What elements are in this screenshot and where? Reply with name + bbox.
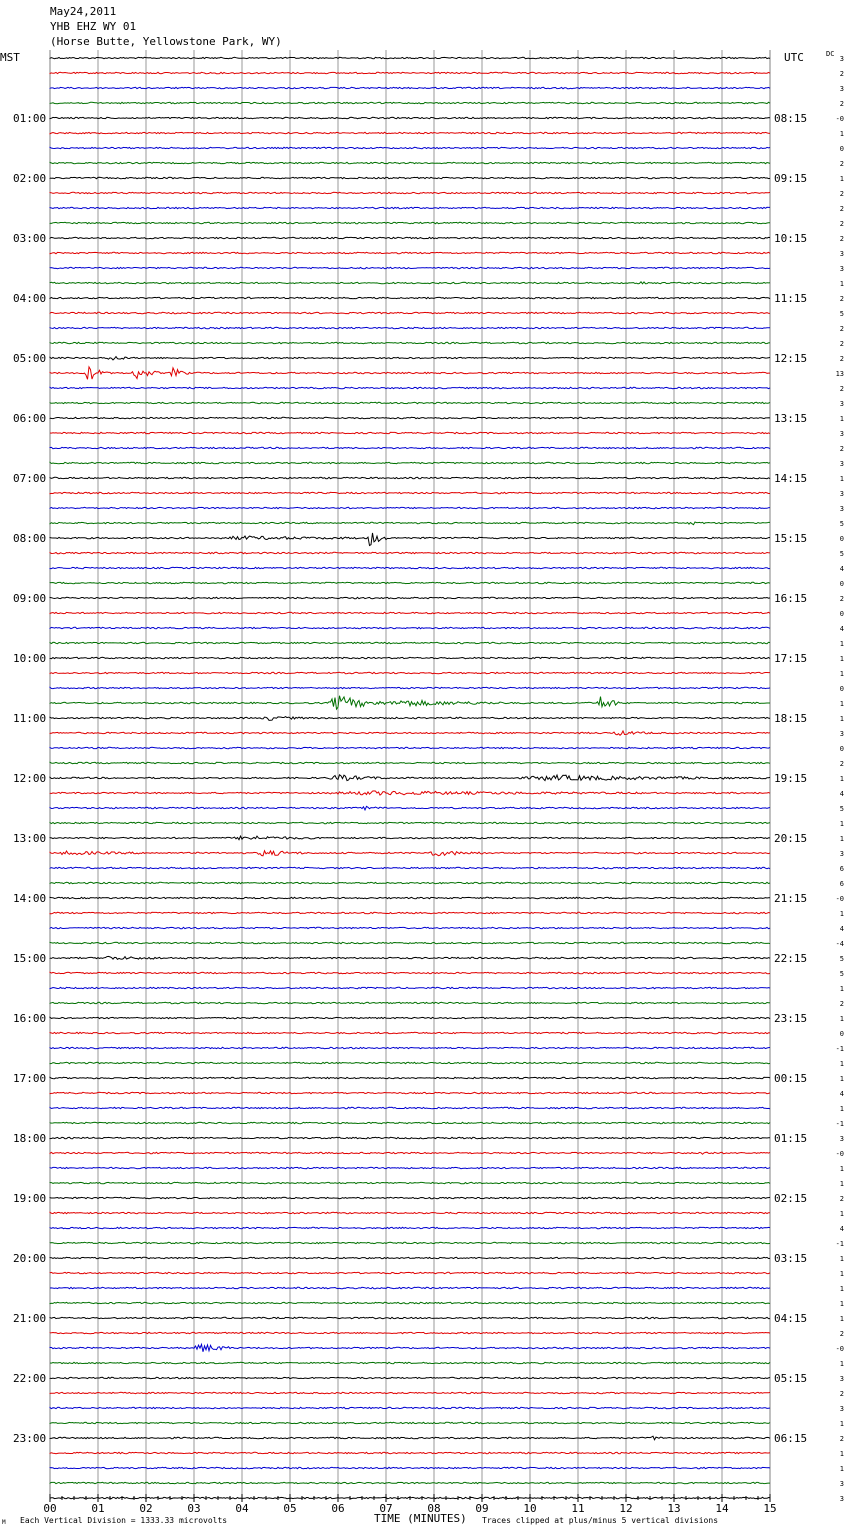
- dc-offset-label: 3: [839, 85, 844, 93]
- trace-line: [50, 612, 770, 613]
- trace-line: [50, 432, 770, 433]
- dc-offset-label: 1: [839, 1420, 844, 1428]
- trace-line: [50, 1077, 770, 1078]
- trace-line: [50, 1422, 770, 1423]
- dc-offset-label: 1: [839, 835, 844, 843]
- trace-line: [50, 1452, 770, 1453]
- right-hour-label: 10:15: [774, 232, 808, 245]
- trace-line: [50, 731, 770, 735]
- dc-offset-label: 3: [839, 400, 844, 408]
- x-tick-label: 10: [523, 1502, 537, 1515]
- right-hour-label: 02:15: [774, 1192, 808, 1205]
- dc-offset-label: 1: [839, 1285, 844, 1293]
- dc-offset-label: 3: [839, 490, 844, 498]
- left-hour-label: 18:00: [13, 1132, 47, 1145]
- dc-offset-label: 1: [839, 1465, 844, 1473]
- trace-line: [50, 462, 770, 463]
- trace-line: [50, 1407, 770, 1408]
- trace-line: [50, 162, 770, 163]
- trace-line: [50, 147, 770, 148]
- left-hour-label: 14:00: [13, 892, 47, 905]
- left-hour-label: 07:00: [13, 472, 47, 485]
- trace-line: [50, 267, 770, 268]
- trace-line: [50, 1137, 770, 1138]
- trace-line: [50, 1017, 770, 1018]
- dc-offset-label: 2: [839, 160, 844, 168]
- dc-offset-label: -1: [835, 1240, 844, 1248]
- dc-offset-label: 1: [839, 1315, 844, 1323]
- dc-offset-label: -1: [835, 1120, 844, 1128]
- trace-line: [50, 417, 770, 418]
- dc-offset-label: 0: [839, 685, 844, 693]
- corner-mark: M: [2, 1519, 6, 1526]
- trace-line: [50, 775, 770, 781]
- trace-line: [50, 627, 770, 628]
- trace-line: [50, 657, 770, 658]
- trace-line: [50, 492, 770, 493]
- dc-offset-label: -4: [835, 940, 844, 948]
- trace-line: [50, 696, 770, 709]
- dc-offset-label: 1: [839, 1360, 844, 1368]
- x-tick-label: 14: [715, 1502, 729, 1515]
- trace-line: [50, 1062, 770, 1063]
- trace-line: [50, 1377, 770, 1378]
- dc-offset-label: 2: [839, 70, 844, 78]
- trace-line: [50, 1032, 770, 1033]
- dc-offset-label: 1: [839, 1210, 844, 1218]
- left-hour-label: 16:00: [13, 1012, 47, 1025]
- left-hour-label: 15:00: [13, 952, 47, 965]
- trace-line: [50, 956, 770, 959]
- trace-line: [50, 342, 770, 343]
- trace-line: [50, 791, 770, 795]
- dc-offset-label: 2: [839, 325, 844, 333]
- trace-line: [50, 507, 770, 508]
- left-hour-label: 13:00: [13, 832, 47, 845]
- left-hour-label: 09:00: [13, 592, 47, 605]
- trace-line: [50, 1392, 770, 1393]
- dc-offset-label: 2: [839, 760, 844, 768]
- left-timezone-label: MST: [0, 51, 20, 64]
- dc-offset-label: 3: [839, 730, 844, 738]
- trace-line: [50, 207, 770, 208]
- trace-line: [50, 942, 770, 943]
- left-hour-label: 01:00: [13, 112, 47, 125]
- trace-line: [50, 1242, 770, 1243]
- right-hour-label: 13:15: [774, 412, 808, 425]
- dc-offset-label: 1: [839, 1180, 844, 1188]
- dc-offset-label: 2: [839, 295, 844, 303]
- dc-offset-label: 3: [839, 1375, 844, 1383]
- trace-line: [50, 192, 770, 193]
- dc-offset-label: 1: [839, 130, 844, 138]
- trace-line: [50, 1344, 770, 1351]
- dc-offset-label: 1: [839, 1300, 844, 1308]
- trace-line: [50, 1227, 770, 1228]
- right-hour-label: 01:15: [774, 1132, 808, 1145]
- dc-offset-label: 2: [839, 100, 844, 108]
- left-hour-label: 02:00: [13, 172, 47, 185]
- scale-note: Each Vertical Division = 1333.33 microvolts: [20, 1516, 228, 1525]
- trace-line: [50, 1152, 770, 1154]
- trace-line: [50, 1257, 770, 1258]
- trace-line: [50, 851, 770, 856]
- trace-line: [50, 102, 770, 103]
- x-tick-label: 12: [619, 1502, 633, 1515]
- trace-line: [50, 72, 770, 73]
- trace-line: [50, 177, 770, 178]
- dc-offset-label: 4: [839, 565, 844, 573]
- dc-offset-label: 2: [839, 1390, 844, 1398]
- right-hour-label: 14:15: [774, 472, 808, 485]
- trace-line: [50, 1047, 770, 1048]
- right-hour-label: 20:15: [774, 832, 808, 845]
- left-hour-label: 20:00: [13, 1252, 47, 1265]
- dc-offset-label: 5: [839, 520, 844, 528]
- trace-line: [50, 1197, 770, 1198]
- trace-line: [50, 642, 770, 643]
- dc-offset-label: 5: [839, 550, 844, 558]
- trace-line: [50, 402, 770, 403]
- dc-offset-label: 0: [839, 745, 844, 753]
- right-hour-label: 12:15: [774, 352, 808, 365]
- right-hour-label: 18:15: [774, 712, 808, 725]
- trace-line: [50, 327, 770, 328]
- dc-offset-label: 0: [839, 1030, 844, 1038]
- dc-offset-label: 1: [839, 820, 844, 828]
- dc-offset-label: 6: [839, 865, 844, 873]
- x-tick-label: 05: [283, 1502, 297, 1515]
- trace-line: [50, 387, 770, 388]
- dc-offset-label: 3: [839, 505, 844, 513]
- trace-line: [50, 237, 770, 238]
- right-hour-label: 09:15: [774, 172, 808, 185]
- right-hour-label: 19:15: [774, 772, 808, 785]
- x-tick-label: 01: [91, 1502, 105, 1515]
- trace-line: [50, 972, 770, 973]
- right-hour-label: 17:15: [774, 652, 808, 665]
- trace-line: [50, 1302, 770, 1303]
- right-timezone-label: UTC: [784, 51, 804, 64]
- dc-offset-label: 4: [839, 625, 844, 633]
- dc-offset-label: 1: [839, 1270, 844, 1278]
- trace-line: [50, 1212, 770, 1213]
- right-hour-label: 08:15: [774, 112, 808, 125]
- dc-offset-label: 2: [839, 205, 844, 213]
- right-hour-label: 05:15: [774, 1372, 808, 1385]
- dc-offset-label: 1: [839, 280, 844, 288]
- dc-offset-label: 1: [839, 1015, 844, 1023]
- trace-line: [50, 987, 770, 988]
- x-tick-label: 11: [571, 1502, 585, 1515]
- trace-line: [50, 57, 770, 58]
- dc-offset-label: 2: [839, 1195, 844, 1203]
- trace-line: [50, 1002, 770, 1003]
- station-location: (Horse Butte, Yellowstone Park, WY): [50, 35, 282, 48]
- left-hour-label: 03:00: [13, 232, 47, 245]
- dc-offset-label: 5: [839, 805, 844, 813]
- dc-offset-label: 3: [839, 1135, 844, 1143]
- x-tick-label: 00: [43, 1502, 57, 1515]
- trace-line: [50, 1317, 770, 1318]
- trace-line: [50, 582, 770, 583]
- left-hour-label: 21:00: [13, 1312, 47, 1325]
- trace-line: [50, 1107, 770, 1108]
- dc-offset-label: 0: [839, 145, 844, 153]
- dc-offset-label: 6: [839, 880, 844, 888]
- left-hour-label: 11:00: [13, 712, 47, 725]
- trace-line: [50, 1332, 770, 1333]
- trace-line: [50, 552, 770, 553]
- dc-offset-label: 1: [839, 670, 844, 678]
- right-hour-label: 03:15: [774, 1252, 808, 1265]
- clip-note: Traces clipped at plus/minus 5 vertical divisions: [482, 1516, 719, 1525]
- dc-offset-label: 1: [839, 175, 844, 183]
- dc-offset-label: 1: [839, 985, 844, 993]
- x-tick-label: 06: [331, 1502, 345, 1515]
- left-hour-label: 17:00: [13, 1072, 47, 1085]
- dc-offset-label: 1: [839, 910, 844, 918]
- dc-offset-label: 2: [839, 190, 844, 198]
- dc-offset-label: 1: [839, 1060, 844, 1068]
- dc-offset-label: -0: [835, 1345, 844, 1353]
- trace-line: [50, 1122, 770, 1123]
- x-tick-label: 13: [667, 1502, 681, 1515]
- left-hour-label: 22:00: [13, 1372, 47, 1385]
- trace-line: [50, 522, 770, 525]
- dc-offset-label: 2: [839, 235, 844, 243]
- trace-line: [50, 806, 770, 810]
- dc-offset-label: 4: [839, 1090, 844, 1098]
- trace-line: [50, 762, 770, 763]
- dc-offset-label: -0: [835, 115, 844, 123]
- trace-line: [50, 367, 770, 379]
- trace-line: [50, 282, 770, 284]
- dc-offset-label: 0: [839, 535, 844, 543]
- trace-line: [50, 222, 770, 223]
- dc-offset-label: 4: [839, 925, 844, 933]
- trace-line: [50, 927, 770, 928]
- x-tick-label: 04: [235, 1502, 249, 1515]
- x-axis-title: TIME (MINUTES): [374, 1512, 467, 1525]
- trace-line: [50, 1272, 770, 1273]
- dc-offset-label: 4: [839, 1225, 844, 1233]
- right-hour-label: 16:15: [774, 592, 808, 605]
- dc-offset-label: 3: [839, 1495, 844, 1503]
- dc-offset-label: 13: [835, 370, 844, 378]
- right-hour-label: 06:15: [774, 1432, 808, 1445]
- trace-line: [50, 1436, 770, 1440]
- dc-offset-label: 2: [839, 595, 844, 603]
- trace-line: [50, 1287, 770, 1288]
- dc-offset-label: -0: [835, 895, 844, 903]
- dc-offset-label: 3: [839, 250, 844, 258]
- trace-line: [50, 357, 770, 360]
- left-hour-label: 23:00: [13, 1432, 47, 1445]
- station-code: YHB EHZ WY 01: [50, 20, 137, 33]
- trace-line: [50, 132, 770, 133]
- dc-column-header: DC: [826, 50, 835, 58]
- left-hour-label: 04:00: [13, 292, 47, 305]
- x-tick-label: 15: [763, 1502, 777, 1515]
- x-tick-label: 08: [427, 1502, 441, 1515]
- dc-offset-label: 5: [839, 955, 844, 963]
- left-hour-label: 19:00: [13, 1192, 47, 1205]
- dc-offset-label: 2: [839, 355, 844, 363]
- dc-offset-label: 3: [839, 265, 844, 273]
- trace-line: [50, 867, 770, 868]
- trace-line: [50, 597, 770, 598]
- trace-line: [50, 117, 770, 118]
- trace-line: [50, 1482, 770, 1483]
- dc-offset-label: 2: [839, 1000, 844, 1008]
- trace-line: [50, 747, 770, 748]
- dc-offset-label: 1: [839, 775, 844, 783]
- dc-offset-label: 3: [839, 1480, 844, 1488]
- trace-line: [50, 477, 770, 478]
- trace-line: [50, 836, 770, 840]
- dc-offset-label: 1: [839, 415, 844, 423]
- x-tick-label: 07: [379, 1502, 393, 1515]
- dc-offset-label: 1: [839, 700, 844, 708]
- dc-offset-label: 1: [839, 1105, 844, 1113]
- dc-offset-label: 3: [839, 850, 844, 858]
- trace-line: [50, 672, 770, 673]
- trace-line: [50, 1182, 770, 1183]
- trace-line: [50, 87, 770, 88]
- dc-offset-label: 0: [839, 580, 844, 588]
- dc-offset-label: 3: [839, 430, 844, 438]
- dc-offset-label: 0: [839, 610, 844, 618]
- left-hour-label: 05:00: [13, 352, 47, 365]
- dc-offset-label: 3: [839, 460, 844, 468]
- dc-offset-label: 2: [839, 1330, 844, 1338]
- dc-offset-label: 1: [839, 1255, 844, 1263]
- trace-line: [50, 252, 770, 253]
- dc-offset-label: 1: [839, 715, 844, 723]
- trace-line: [50, 717, 770, 721]
- right-hour-label: 11:15: [774, 292, 808, 305]
- left-hour-label: 12:00: [13, 772, 47, 785]
- dc-offset-label: -1: [835, 1045, 844, 1053]
- trace-line: [50, 1467, 770, 1468]
- right-hour-label: 22:15: [774, 952, 808, 965]
- x-tick-label: 09: [475, 1502, 489, 1515]
- trace-line: [50, 912, 770, 913]
- trace-line: [50, 567, 770, 568]
- right-hour-label: 23:15: [774, 1012, 808, 1025]
- dc-offset-label: 5: [839, 310, 844, 318]
- dc-offset-label: 3: [839, 55, 844, 63]
- right-hour-label: 00:15: [774, 1072, 808, 1085]
- dc-offset-label: 1: [839, 1450, 844, 1458]
- trace-line: [50, 822, 770, 823]
- dc-offset-label: 1: [839, 475, 844, 483]
- dc-offset-label: 4: [839, 790, 844, 798]
- trace-line: [50, 297, 770, 298]
- dc-offset-label: 1: [839, 1165, 844, 1173]
- plot-date: May24,2011: [50, 5, 117, 18]
- dc-offset-label: 2: [839, 1435, 844, 1443]
- trace-line: [50, 447, 770, 448]
- trace-line: [50, 1092, 770, 1093]
- dc-offset-label: 2: [839, 385, 844, 393]
- dc-offset-label: 2: [839, 445, 844, 453]
- x-tick-label: 02: [139, 1502, 153, 1515]
- right-hour-label: 04:15: [774, 1312, 808, 1325]
- dc-offset-label: 3: [839, 1405, 844, 1413]
- dc-offset-label: 1: [839, 640, 844, 648]
- trace-line: [50, 1362, 770, 1363]
- left-hour-label: 10:00: [13, 652, 47, 665]
- dc-offset-label: 1: [839, 1075, 844, 1083]
- dc-offset-label: 1: [839, 655, 844, 663]
- trace-line: [50, 897, 770, 898]
- trace-line: [50, 533, 770, 546]
- trace-line: [50, 1167, 770, 1168]
- dc-offset-label: 2: [839, 340, 844, 348]
- trace-line: [50, 882, 770, 883]
- trace-line: [50, 312, 770, 313]
- right-hour-label: 15:15: [774, 532, 808, 545]
- trace-line: [50, 687, 770, 688]
- left-hour-label: 06:00: [13, 412, 47, 425]
- right-hour-label: 21:15: [774, 892, 808, 905]
- left-hour-label: 08:00: [13, 532, 47, 545]
- x-tick-label: 03: [187, 1502, 201, 1515]
- dc-offset-label: 2: [839, 220, 844, 228]
- dc-offset-label: 5: [839, 970, 844, 978]
- dc-offset-label: -0: [835, 1150, 844, 1158]
